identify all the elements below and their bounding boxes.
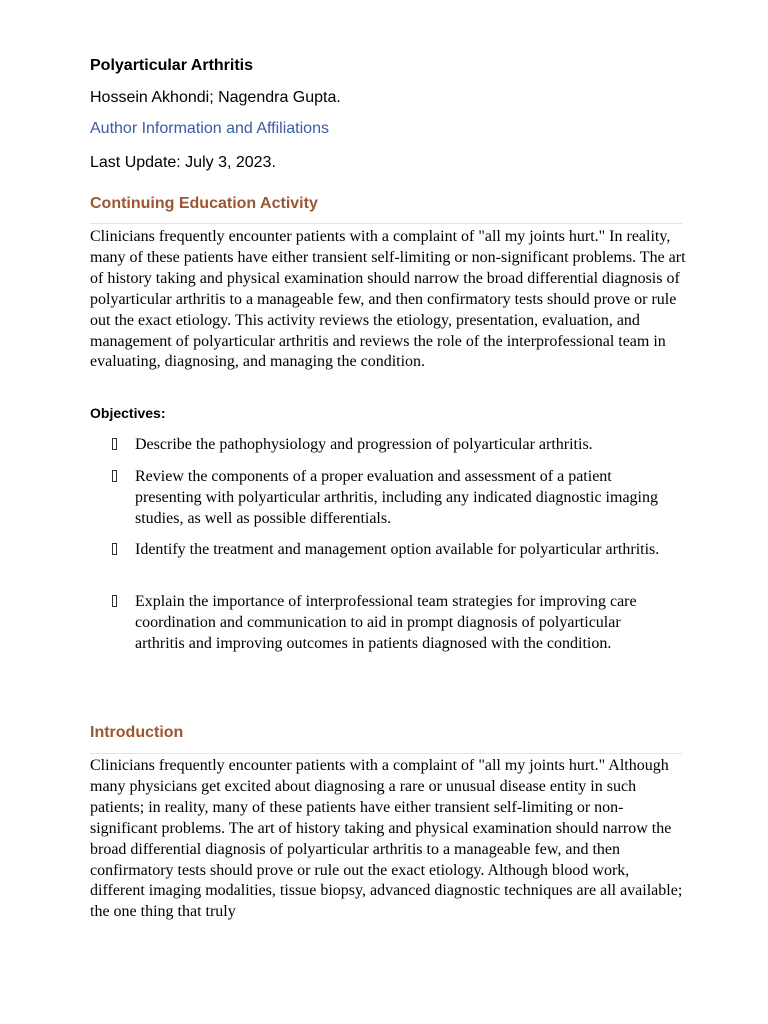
bullet-icon	[112, 470, 117, 482]
last-update-date: Last Update: July 3, 2023.	[90, 154, 276, 171]
bullet-icon	[112, 595, 117, 607]
bullet-icon	[112, 438, 117, 450]
article-title: Polyarticular Arthritis	[90, 57, 254, 74]
continuing-education-paragraph: Clinicians frequently encounter patients with a complaint of "all my joints hurt." In reality, many of these patients have either transient self-limiting or non-significant problems. The art of history taking and physical examination should narrow the broad differential diagnosis of polyarticular arthritis to a manageable few, and then confirmatory tests should prove or rule out the exact etiology. This activity reviews the etiology, presentation, evaluation, and management of polyarticular arthritis and reviews the role of the interprofessional team in evaluating, diagnosing, and managing the condition.	[90, 228, 686, 371]
objective-text: Explain the importance of interprofessional team strategies for improving care coordination and communication to aid in prompt diagnosis of polyarticular arthritis and improving outcomes in patients diagnosed with the condition.	[135, 593, 637, 652]
section-heading-introduction: Introduction	[90, 724, 184, 741]
objective-text: Review the components of a proper evaluation and assessment of a patient presenting with polyarticular arthritis, including any indicated diagnostic imaging studies, as well as possible differentials.	[135, 468, 658, 527]
introduction-paragraph: Clinicians frequently encounter patients with a complaint of "all my joints hurt." Although many physicians get excited about diagnosing a rare or unusual disease entity in such patients; in reality, many of these patients have either transient self-limiting or non-significant problems. The art of history taking and physical examination should narrow the broad differential diagnosis of polyarticular arthritis to a manageable few, and then confirmatory tests should prove or rule out the exact etiology. Although blood work, different imaging modalities, tissue biopsy, advanced diagnostic techniques are all available; the one thing that truly	[90, 757, 683, 921]
objective-text: Identify the treatment and management option available for polyarticular arthritis.	[135, 541, 660, 558]
objectives-label: Objectives:	[90, 405, 166, 421]
objective-text: Describe the pathophysiology and progression of polyarticular arthritis.	[135, 436, 593, 453]
article-authors: Hossein Akhondi; Nagendra Gupta.	[90, 89, 341, 106]
section-divider	[90, 753, 682, 754]
section-divider	[90, 223, 682, 224]
section-heading-continuing-education: Continuing Education Activity	[90, 195, 318, 212]
bullet-icon	[112, 543, 117, 555]
author-information-link[interactable]: Author Information and Affiliations	[90, 120, 329, 137]
